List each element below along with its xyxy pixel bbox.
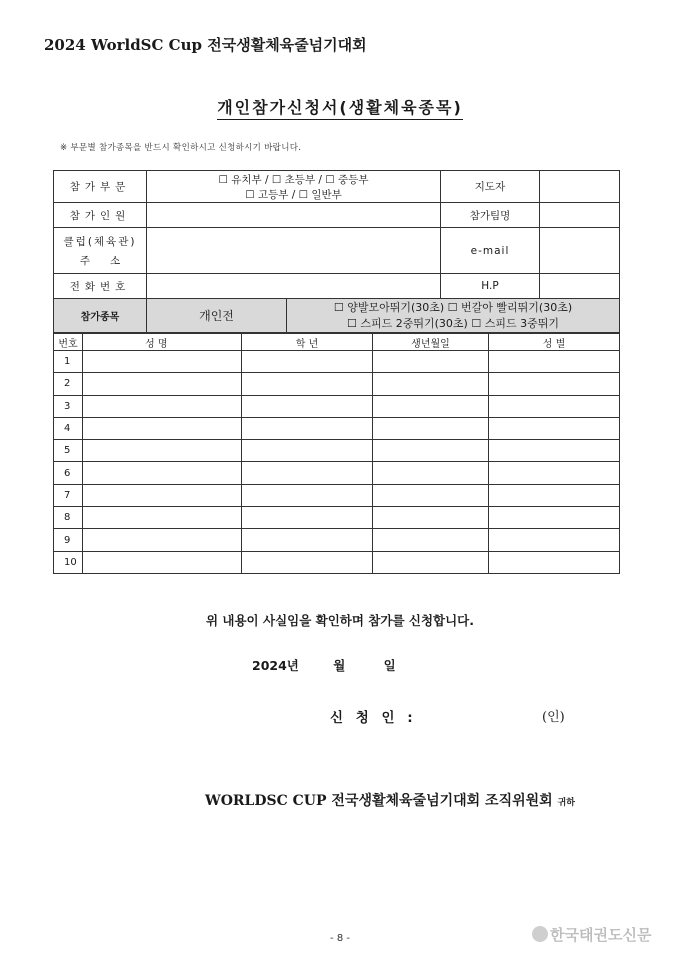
- club-address-label: [54, 228, 147, 274]
- roster-header-birthdate: 생년월일: [373, 334, 489, 351]
- hp-label: H.P: [441, 274, 540, 299]
- grade-cell[interactable]: [242, 351, 373, 373]
- watermark-text: 한국태권도신문: [550, 926, 652, 944]
- date-month: 월: [333, 658, 346, 673]
- event-label: 참가종목: [54, 299, 147, 333]
- gender-cell[interactable]: [489, 484, 620, 506]
- organization-name: WORLDSC CUP 전국생활체육줄넘기대회 조직위원회: [205, 793, 553, 809]
- table-row: [54, 529, 620, 551]
- roster-header-number: 번호: [54, 334, 83, 351]
- table-row: [54, 462, 620, 484]
- birthdate-cell[interactable]: [373, 440, 489, 462]
- grade-cell[interactable]: [242, 440, 373, 462]
- organization-addressee: [205, 790, 575, 810]
- table-row: [54, 484, 620, 506]
- table-row: [54, 395, 620, 417]
- name-cell[interactable]: [83, 373, 242, 395]
- grade-cell[interactable]: [242, 462, 373, 484]
- name-cell[interactable]: [83, 551, 242, 573]
- roster-header-row: [54, 334, 620, 351]
- row-number: 1: [54, 351, 83, 373]
- document-header-title: 2024 WorldSC Cup 전국생활체육줄넘기대회: [44, 36, 367, 54]
- gender-cell[interactable]: [489, 351, 620, 373]
- team-name-label: 참가팀명: [441, 203, 540, 228]
- row-number: 8: [54, 507, 83, 529]
- team-name-field[interactable]: [540, 203, 620, 228]
- applicant-label: 신 청 인 :: [330, 710, 417, 726]
- gender-cell[interactable]: [489, 551, 620, 573]
- grade-cell[interactable]: [242, 551, 373, 573]
- table-row: [54, 417, 620, 439]
- row-number: 3: [54, 395, 83, 417]
- page-number: - 8 -: [330, 933, 350, 944]
- name-cell[interactable]: [83, 351, 242, 373]
- gender-cell[interactable]: [489, 373, 620, 395]
- name-cell[interactable]: [83, 417, 242, 439]
- birthdate-cell[interactable]: [373, 395, 489, 417]
- division-options-line2: ☐ 고등부 / ☐ 일반부: [245, 188, 342, 201]
- date-day: 일: [383, 658, 396, 673]
- name-cell[interactable]: [83, 507, 242, 529]
- table-row: [54, 551, 620, 573]
- participants-field[interactable]: [147, 203, 441, 228]
- row-number: 10: [54, 551, 83, 573]
- organization-suffix: 귀하: [557, 798, 575, 808]
- application-info-table: [53, 170, 620, 333]
- phone-field[interactable]: [147, 274, 441, 299]
- email-field[interactable]: [540, 228, 620, 274]
- event-options[interactable]: [287, 299, 620, 333]
- division-label: 참가부문: [54, 171, 147, 203]
- form-title: 개인참가신청서(생활체육종목): [0, 95, 680, 118]
- event-options-line2: ☐ 스피드 2중뛰기(30초) ☐ 스피드 3중뛰기: [347, 316, 559, 330]
- name-cell[interactable]: [83, 395, 242, 417]
- gender-cell[interactable]: [489, 417, 620, 439]
- birthdate-cell[interactable]: [373, 507, 489, 529]
- watermark-logo-icon: [532, 926, 548, 942]
- email-label: e-mail: [441, 228, 540, 274]
- birthdate-cell[interactable]: [373, 484, 489, 506]
- event-type: 개인전: [147, 299, 287, 333]
- row-number: 2: [54, 373, 83, 395]
- birthdate-cell[interactable]: [373, 551, 489, 573]
- date-year: 2024년: [252, 658, 299, 673]
- gender-cell[interactable]: [489, 462, 620, 484]
- newspaper-watermark: [532, 924, 651, 945]
- grade-cell[interactable]: [242, 529, 373, 551]
- name-cell[interactable]: [83, 529, 242, 551]
- address-label: 주 소: [79, 254, 121, 267]
- birthdate-cell[interactable]: [373, 351, 489, 373]
- club-address-field[interactable]: [147, 228, 441, 274]
- name-cell[interactable]: [83, 462, 242, 484]
- row-number: 5: [54, 440, 83, 462]
- name-cell[interactable]: [83, 484, 242, 506]
- participant-roster-table: [53, 333, 620, 574]
- club-label: 클럽(체육관): [63, 235, 137, 248]
- birthdate-cell[interactable]: [373, 373, 489, 395]
- grade-cell[interactable]: [242, 484, 373, 506]
- row-number: 6: [54, 462, 83, 484]
- phone-label: 전화번호: [54, 274, 147, 299]
- grade-cell[interactable]: [242, 373, 373, 395]
- notice-text: ※ 부문별 참가종목을 반드시 확인하시고 신청하시기 바랍니다.: [60, 143, 302, 153]
- birthdate-cell[interactable]: [373, 529, 489, 551]
- coach-field[interactable]: [540, 171, 620, 203]
- hp-field[interactable]: [540, 274, 620, 299]
- gender-cell[interactable]: [489, 529, 620, 551]
- row-number: 7: [54, 484, 83, 506]
- gender-cell[interactable]: [489, 507, 620, 529]
- table-row: [54, 351, 620, 373]
- name-cell[interactable]: [83, 440, 242, 462]
- table-row: [54, 440, 620, 462]
- row-number: 9: [54, 529, 83, 551]
- table-row: [54, 373, 620, 395]
- row-number: 4: [54, 417, 83, 439]
- birthdate-cell[interactable]: [373, 417, 489, 439]
- grade-cell[interactable]: [242, 395, 373, 417]
- division-options-line1: ☐ 유치부 / ☐ 초등부 / ☐ 중등부: [218, 173, 369, 186]
- coach-label: 지도자: [441, 171, 540, 203]
- seal-mark: (인): [542, 710, 565, 725]
- grade-cell[interactable]: [242, 417, 373, 439]
- grade-cell[interactable]: [242, 507, 373, 529]
- declaration-text: 위 내용이 사실임을 확인하며 참가를 신청합니다.: [205, 613, 474, 628]
- application-date: [252, 656, 396, 674]
- participants-label: 참가인원: [54, 203, 147, 228]
- roster-header-name: 성 명: [83, 334, 242, 351]
- table-row: [54, 507, 620, 529]
- roster-header-grade: 학 년: [242, 334, 373, 351]
- gender-cell[interactable]: [489, 395, 620, 417]
- roster-header-gender: 성 별: [489, 334, 620, 351]
- event-options-line1: ☐ 양발모아뛰기(30초) ☐ 번갈아 빨리뛰기(30초): [333, 300, 573, 314]
- birthdate-cell[interactable]: [373, 462, 489, 484]
- division-options[interactable]: [147, 171, 441, 203]
- gender-cell[interactable]: [489, 440, 620, 462]
